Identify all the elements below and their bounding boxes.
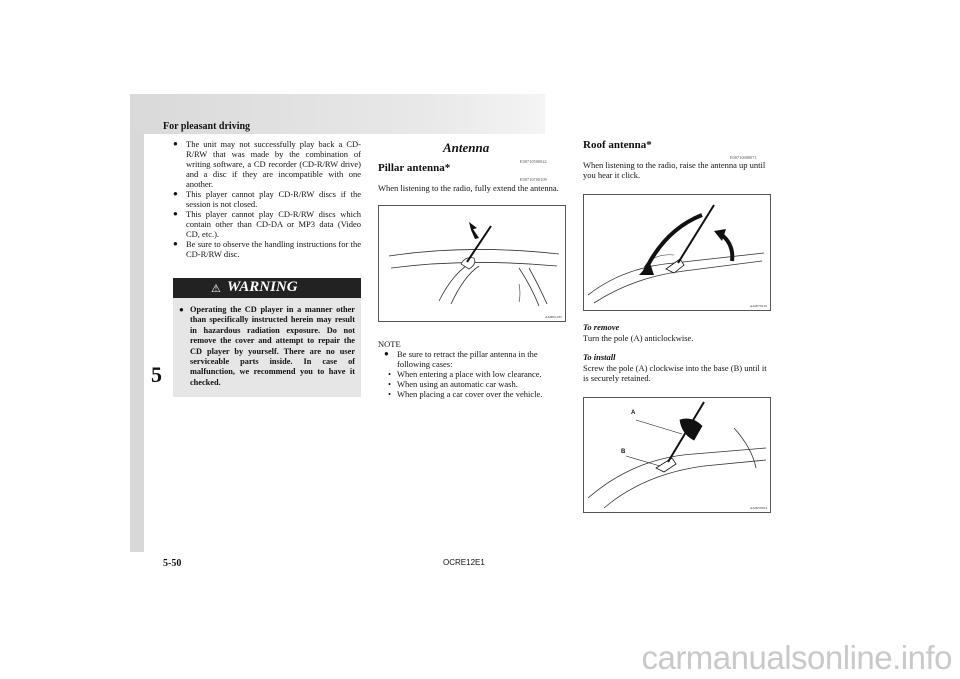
bullet-text: This player cannot play CD-R/RW discs if the session is not closed. <box>186 189 361 209</box>
list-item <box>173 139 361 189</box>
chapter-number: 5 <box>151 362 162 387</box>
document-code: OCRE12E1 <box>443 558 485 567</box>
left-bullet-list <box>173 139 361 259</box>
bullet-icon: • <box>388 379 391 389</box>
list-item <box>179 305 355 388</box>
list-item <box>378 379 568 389</box>
sub-item-text: When using an automatic car wash. <box>397 379 518 389</box>
warning-body <box>173 298 361 388</box>
bullet-icon: ● <box>384 349 389 358</box>
warning-triangle-icon: ⚠ <box>211 283 221 295</box>
sub-item-text: When entering a place with low clearance. <box>397 369 542 379</box>
roof-antenna-install-figure <box>583 397 771 513</box>
list-item <box>173 239 361 259</box>
callout-label-a: A <box>631 410 636 416</box>
list-item <box>378 389 568 399</box>
figure-code: AA0079129 <box>749 304 767 308</box>
note-label: NOTE <box>378 339 401 349</box>
bullet-icon: ● <box>173 209 178 218</box>
page-number: 5-50 <box>163 558 182 569</box>
note-text: Be sure to retract the pillar antenna in the following cases: <box>397 349 538 369</box>
bullet-text: Be sure to observe the handling instructions for the CD-R/RW disc. <box>186 239 361 259</box>
callout-label-b: B <box>621 449 626 455</box>
chapter-tab-strip <box>130 134 144 552</box>
bullet-icon: ● <box>173 239 178 248</box>
page-header-title: For pleasant driving <box>163 121 251 132</box>
section-title: Antenna <box>443 140 490 155</box>
note-block <box>378 339 568 399</box>
roof-antenna-illustration <box>584 195 770 310</box>
warning-text: Operating the CD player in a manner other than specifically instructed herein may result in hazardous radiation exposure. Do not remove the cover and attempt to repair the CD player by yourself. There are no user serviceable parts inside. In case of malfunction, we recommend you to have it checked. <box>190 305 355 387</box>
roof-antenna-title: Roof antenna* <box>583 139 652 151</box>
to-remove-text: Turn the pole (A) anticlockwise. <box>583 333 694 343</box>
list-item <box>173 189 361 209</box>
list-item <box>173 209 361 239</box>
list-item <box>378 369 568 379</box>
bullet-icon: • <box>388 369 391 379</box>
warning-header <box>173 278 361 298</box>
figure-code: AA0001435 <box>544 315 562 319</box>
pillar-antenna-text: When listening to the radio, fully extend the antenna. <box>378 183 559 193</box>
pillar-antenna-title: Pillar antenna* <box>378 162 451 174</box>
roof-antenna-figure <box>583 194 771 311</box>
bullet-text: The unit may not successfully play back a CD-R/RW that was made by the combination of writing software, a CD recorder (CD-R/RW drive) and a disc if they are incompatible with one another. <box>186 139 361 189</box>
pillar-antenna-code: E00710700109 <box>520 177 547 182</box>
pillar-antenna-figure <box>378 205 566 322</box>
to-install-text: Screw the pole (A) clockwise into the base (B) until it is securely retained. <box>583 363 767 383</box>
to-remove-label: To remove <box>583 322 620 332</box>
list-item <box>384 349 568 369</box>
bullet-icon: ● <box>173 189 178 198</box>
warning-box <box>173 278 361 397</box>
bullet-icon: • <box>388 389 391 399</box>
roof-antenna-code: E00710000071 <box>730 155 757 160</box>
roof-antenna-text: When listening to the radio, raise the antenna up until you hear it click. <box>583 160 766 180</box>
warning-title: WARNING <box>227 279 298 295</box>
roof-antenna-install-illustration <box>584 398 770 512</box>
sub-item-text: When placing a car cover over the vehicle. <box>397 389 543 399</box>
bullet-icon: ● <box>179 305 184 314</box>
section-code: E00710500022 <box>520 159 547 164</box>
bullet-icon: ● <box>173 139 178 148</box>
pillar-antenna-illustration <box>379 206 565 321</box>
watermark: carmanualsonline.info <box>641 639 952 676</box>
figure-code: AA0050654 <box>749 506 767 510</box>
to-install-label: To install <box>583 352 616 362</box>
bullet-text: This player cannot play CD-R/RW discs which contain other than CD-DA or MP3 data (Video CD, etc.). <box>186 209 361 239</box>
